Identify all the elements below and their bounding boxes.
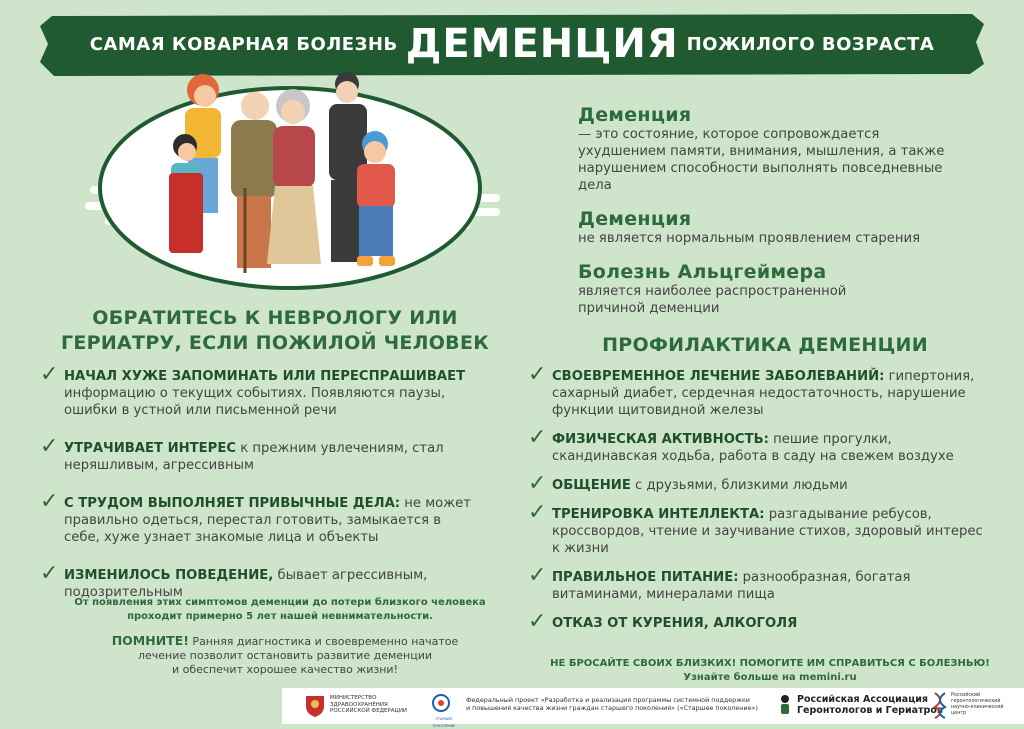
list-item <box>528 471 988 496</box>
check-icon: ✓ <box>528 500 547 525</box>
list-item <box>528 563 988 603</box>
item-strong: ТРЕНИРОВКА ИНТЕЛЛЕКТА: <box>552 507 765 522</box>
right-heading: ПРОФИЛАКТИКА ДЕМЕНЦИИ <box>602 334 928 356</box>
item-strong: ПРАВИЛЬНОЕ ПИТАНИЕ: <box>552 570 739 585</box>
item-strong: УТРАЧИВАЕТ ИНТЕРЕС <box>64 441 237 456</box>
title-main: ДЕМЕНЦИЯ <box>405 21 679 67</box>
project-line: Федеральный проект «Разработка и реализация программы системной поддержки <box>466 696 750 704</box>
item-strong: НАЧАЛ ХУЖЕ ЗАПОМИНАТЬ ИЛИ ПЕРЕСПРАШИВАЕТ <box>64 369 466 384</box>
cta-line: НЕ БРОСАЙТЕ СВОИХ БЛИЗКИХ! ПОМОГИТЕ ИМ СПРАВИТЬСЯ С БОЛЕЗНЬЮ! <box>550 658 990 669</box>
item-text: к прежним увлечениям, стал неряшливым, агрессивным <box>64 441 444 473</box>
rag-line: Российская Ассоциация <box>797 694 929 705</box>
item-strong: ИЗМЕНИЛОСЬ ПОВЕДЕНИЕ, <box>64 568 274 583</box>
check-icon: ✓ <box>528 609 547 634</box>
item-text: информацию о текущих событиях. Появляются паузы, ошибки в устной или письменной речи <box>64 386 446 418</box>
page-title <box>40 12 984 76</box>
rag-line: Геронтологов и Гериатров <box>797 705 943 716</box>
rag-logo-icon <box>777 694 793 716</box>
list-item <box>40 489 480 546</box>
title-after: ПОЖИЛОГО ВОЗРАСТА <box>686 33 935 55</box>
prevention-list <box>528 362 988 634</box>
item-strong: ФИЗИЧЕСКАЯ АКТИВНОСТЬ: <box>552 432 769 447</box>
list-item <box>40 362 480 419</box>
timeline-note <box>60 596 500 624</box>
item-text: разгадывание ребусов, кроссвордов, чтение и заучивание стихов, здоровый интерес к жизни <box>552 507 983 556</box>
remember-label: ПОМНИТЕ! <box>111 633 189 648</box>
definition-title: Болезнь Альцгеймера <box>578 261 827 283</box>
center-text: Российский <box>951 693 981 699</box>
list-item <box>528 500 988 557</box>
list-item <box>528 362 988 419</box>
remember-block <box>80 634 490 677</box>
item-text: с друзьями, близкими людьми <box>630 478 848 493</box>
check-icon: ✓ <box>528 362 547 387</box>
definition-item <box>578 104 968 194</box>
dna-icon <box>932 691 948 719</box>
center-text: центр <box>951 710 967 716</box>
ministry-text: ЗДРАВООХРАНЕНИЯ <box>330 701 388 708</box>
old-generation-logo <box>424 693 458 728</box>
remember-line: лечение позволит остановить развитие деменции <box>137 649 433 662</box>
check-icon: ✓ <box>528 425 547 450</box>
item-strong: ОБЩЕНИЕ <box>552 478 631 493</box>
check-icon: ✓ <box>528 471 547 496</box>
list-item <box>40 434 480 474</box>
remember-line: Ранняя диагностика и своевременно начатое <box>188 635 459 648</box>
definition-text: — это состояние, которое сопровождается ухудшением памяти, внимания, мышления, а также нарушением способности выполнять повседневные дела <box>578 127 945 193</box>
center-text: геронтологический <box>951 699 1001 705</box>
center-text: научно-клинический <box>951 705 1004 710</box>
footer-logos <box>282 688 1024 728</box>
header-banner <box>40 12 984 76</box>
symptoms-list <box>40 362 480 601</box>
cta-link[interactable]: Узнайте больше на memini.ru <box>683 672 857 683</box>
old-generation-text: СТАРШЕЕ ПОКОЛЕНИЕ <box>432 717 456 728</box>
check-icon: ✓ <box>528 563 547 588</box>
left-heading-line: ОБРАТИТЕСЬ К НЕВРОЛОГУ ИЛИ <box>92 307 458 329</box>
item-text: не может правильно одеться, перестал готовить, замыкается в себе, хуже узнает знакомые лица и объекты <box>64 496 471 545</box>
title-before: САМАЯ КОВАРНАЯ БОЛЕЗНЬ <box>89 33 398 55</box>
check-icon: ✓ <box>40 362 59 387</box>
ministry-logo <box>304 692 407 718</box>
definition-title: Деменция <box>578 104 692 126</box>
project-line: и повышения качества жизни граждан старшего поколения» («Старшее поколение») <box>466 704 758 712</box>
definition-text: является наиболее распространенной причиной деменции <box>578 284 847 316</box>
definition-title: Деменция <box>578 208 692 230</box>
old-generation-logo-icon <box>424 693 458 717</box>
item-text: пешие прогулки, скандинавская ходьба, работа в саду на свежем воздухе <box>552 432 954 464</box>
left-heading-line: ГЕРИАТРУ, ЕСЛИ ПОЖИЛОЙ ЧЕЛОВЕК <box>60 332 490 354</box>
check-icon: ✓ <box>40 489 59 514</box>
project-text <box>466 696 758 712</box>
item-strong: ОТКАЗ ОТ КУРЕНИЯ, АЛКОГОЛЯ <box>552 616 798 631</box>
rag-logo <box>777 694 943 716</box>
item-strong: СВОЕВРЕМЕННОЕ ЛЕЧЕНИЕ ЗАБОЛЕВАНИЙ: <box>552 369 885 384</box>
definitions-block <box>578 104 968 317</box>
note-line: проходит примерно 5 лет нашей невнимательности. <box>127 611 433 622</box>
item-text: гипертония, сахарный диабет, сердечная недостаточность, нарушение функции щитовидной железы <box>552 369 975 418</box>
item-strong: С ТРУДОМ ВЫПОЛНЯЕТ ПРИВЫЧНЫЕ ДЕЛА: <box>64 496 401 511</box>
list-item <box>528 609 988 634</box>
item-text: разнообразная, богатая витаминами, минералами пища <box>552 570 911 602</box>
ministry-text: МИНИСТЕРСТВО <box>330 695 377 702</box>
left-heading <box>40 306 510 356</box>
coat-of-arms-icon <box>304 692 326 718</box>
note-line: От появления этих симптомов деменции до потери близкого человека <box>74 597 486 608</box>
check-icon: ✓ <box>40 561 59 586</box>
definition-item <box>578 261 968 317</box>
check-icon: ✓ <box>40 434 59 459</box>
item-text: бывает агрессивным, подозрительным <box>64 568 428 600</box>
center-logo <box>932 691 1003 719</box>
remember-line: и обеспечит хорошее качество жизни! <box>171 663 398 676</box>
ministry-text: РОССИЙСКОЙ ФЕДЕРАЦИИ <box>330 708 408 715</box>
list-item <box>528 425 988 465</box>
definition-item <box>578 208 968 247</box>
call-to-action <box>530 657 1010 685</box>
family-illustration <box>85 68 505 298</box>
definition-text: не является нормальным проявлением старения <box>578 231 921 246</box>
